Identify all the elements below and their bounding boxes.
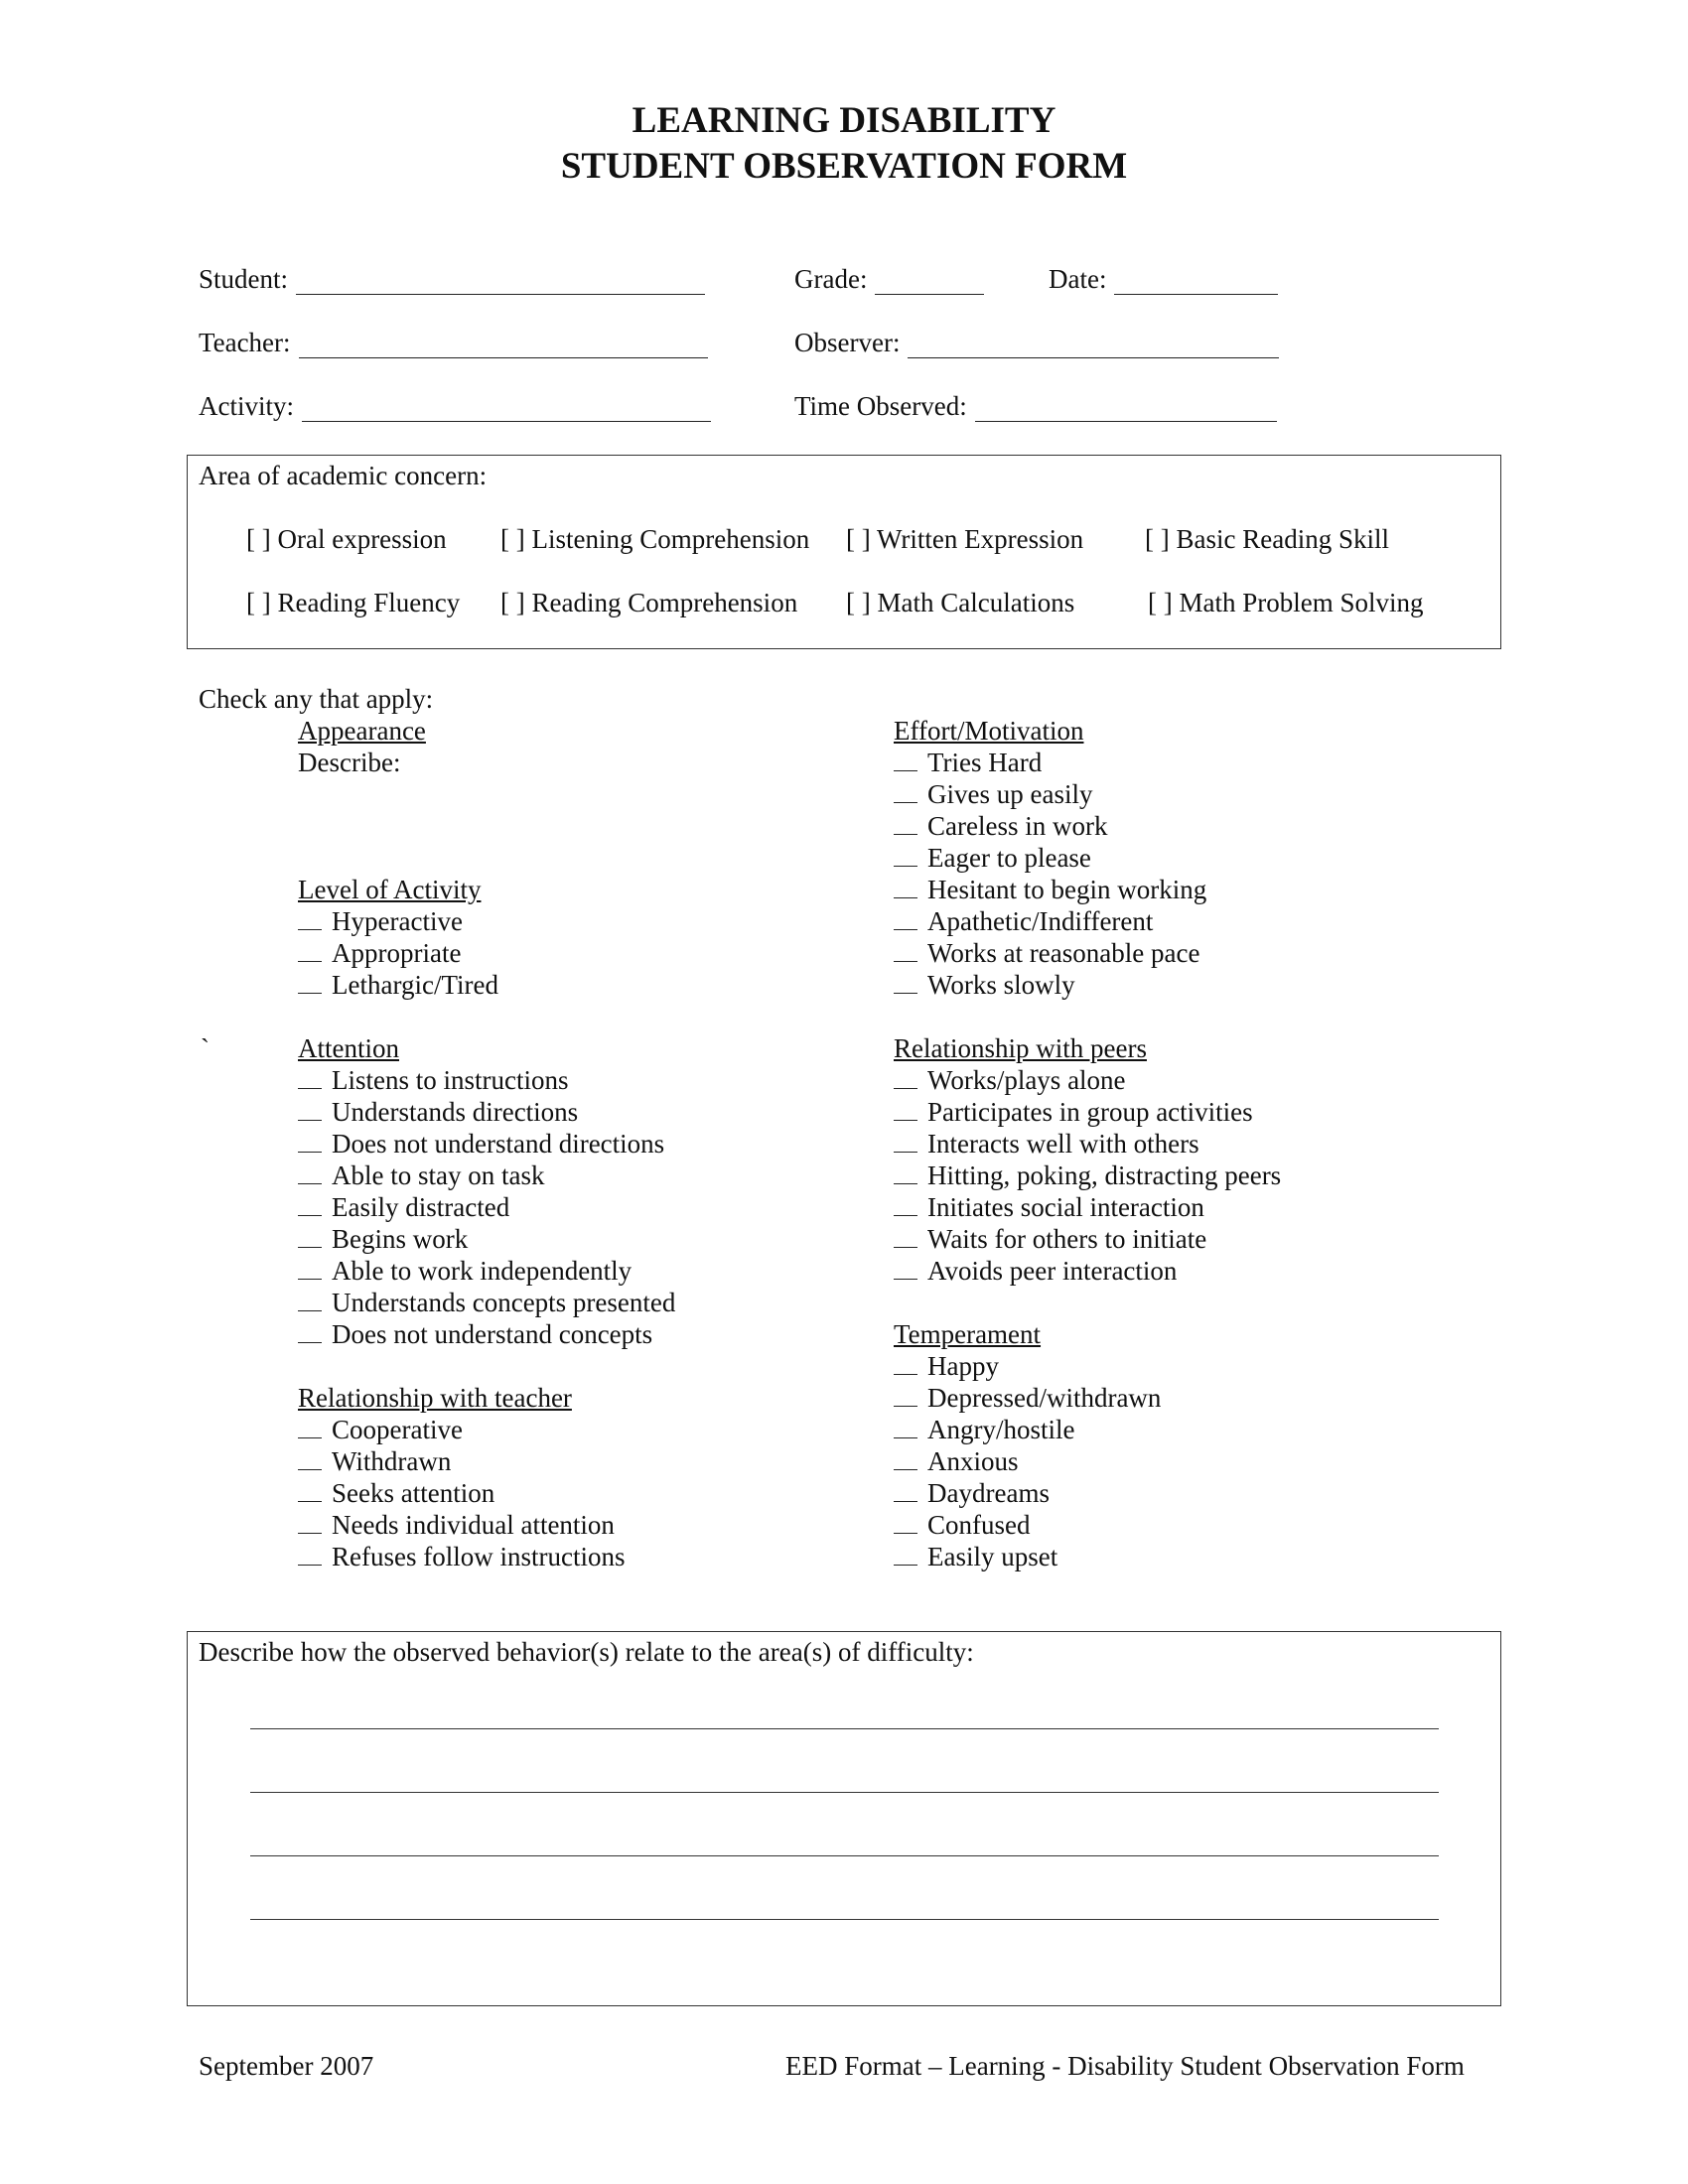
item-label: Seeks attention	[332, 1478, 495, 1508]
checklist-item[interactable]	[894, 747, 1206, 778]
checklist-item[interactable]	[894, 874, 1206, 905]
concern-math-calculations[interactable]: [ ] Math Calculations	[846, 588, 1075, 617]
effort-motivation-list	[894, 747, 1206, 1001]
check-blank[interactable]	[298, 1479, 322, 1502]
item-label: Daydreams	[927, 1478, 1050, 1508]
teacher-label: Teacher:	[199, 328, 291, 357]
check-blank[interactable]	[894, 1543, 917, 1566]
checklist-item[interactable]	[894, 1128, 1281, 1160]
check-blank[interactable]	[894, 1193, 917, 1216]
item-label: Waits for others to initiate	[927, 1224, 1207, 1254]
check-blank[interactable]	[894, 907, 917, 930]
checklist-item[interactable]	[894, 1223, 1281, 1255]
appearance-heading: Appearance	[298, 716, 426, 746]
level-of-activity-heading: Level of Activity	[298, 875, 482, 904]
date-field	[1049, 263, 1278, 295]
check-blank[interactable]	[298, 1225, 322, 1248]
check-blank[interactable]	[894, 939, 917, 962]
concern-listening-comprehension[interactable]: [ ] Listening Comprehension	[500, 524, 810, 554]
date-input-line[interactable]	[1114, 268, 1278, 295]
item-label: Hesitant to begin working	[927, 875, 1207, 904]
checklist-item[interactable]	[894, 1509, 1161, 1541]
teacher-input-line[interactable]	[299, 332, 708, 358]
check-blank[interactable]	[298, 1130, 322, 1153]
checklist-item[interactable]	[298, 1509, 625, 1541]
time-observed-field	[794, 390, 1277, 422]
check-blank[interactable]	[894, 1225, 917, 1248]
checklist-item[interactable]	[298, 1128, 675, 1160]
checklist-item[interactable]	[894, 1064, 1281, 1096]
item-label: Lethargic/Tired	[332, 970, 498, 1000]
checklist-item[interactable]	[894, 1350, 1161, 1382]
checklist-item[interactable]	[894, 778, 1206, 810]
checklist-item[interactable]	[298, 1318, 675, 1350]
check-blank[interactable]	[894, 812, 917, 835]
check-blank[interactable]	[298, 1257, 322, 1280]
academic-concern-label: Area of academic concern:	[199, 461, 488, 490]
check-blank[interactable]	[298, 1066, 322, 1089]
describe-writing-line[interactable]	[250, 1792, 1439, 1793]
checklist-item[interactable]	[298, 1160, 675, 1191]
checklist-item[interactable]	[894, 1382, 1161, 1414]
checklist-item[interactable]	[894, 1255, 1281, 1287]
footer-date: September 2007	[199, 2051, 374, 2081]
describe-box	[187, 1631, 1501, 2006]
check-blank[interactable]	[894, 876, 917, 898]
check-blank[interactable]	[298, 971, 322, 994]
grade-input-line[interactable]	[875, 268, 984, 295]
checklist-item[interactable]	[298, 1414, 625, 1445]
relationship-peers-heading: Relationship with peers	[894, 1033, 1147, 1063]
attention-heading: Attention	[298, 1033, 399, 1063]
form-title-line1: LEARNING DISABILITY	[632, 100, 1056, 141]
checklist-item[interactable]	[894, 1541, 1161, 1572]
checklist-item[interactable]	[894, 1414, 1161, 1445]
observer-label: Observer:	[794, 328, 901, 357]
item-label: Initiates social interaction	[927, 1192, 1204, 1222]
item-label: Participates in group activities	[927, 1097, 1253, 1127]
check-blank[interactable]	[298, 1447, 322, 1470]
item-label: Refuses follow instructions	[332, 1542, 626, 1571]
check-blank[interactable]	[298, 1193, 322, 1216]
check-blank[interactable]	[894, 1447, 917, 1470]
checklist-item[interactable]	[894, 810, 1206, 842]
item-label: Gives up easily	[927, 779, 1093, 809]
item-label: Avoids peer interaction	[927, 1256, 1178, 1286]
item-label: Understands directions	[332, 1097, 579, 1127]
item-label: Works slowly	[927, 970, 1075, 1000]
describe-writing-line[interactable]	[250, 1919, 1439, 1920]
check-blank[interactable]	[894, 1066, 917, 1089]
grade-label: Grade:	[794, 264, 868, 294]
relationship-teacher-heading: Relationship with teacher	[298, 1383, 572, 1413]
check-blank[interactable]	[894, 1257, 917, 1280]
item-label: Careless in work	[927, 811, 1108, 841]
item-label: Confused	[927, 1510, 1031, 1540]
level-of-activity-list	[298, 905, 498, 1001]
item-label: Hyperactive	[332, 906, 463, 936]
item-label: Easily upset	[927, 1542, 1058, 1571]
check-blank[interactable]	[894, 1130, 917, 1153]
checklist-item[interactable]	[298, 1223, 675, 1255]
checklist-item[interactable]	[298, 1477, 625, 1509]
item-label: Works/plays alone	[927, 1065, 1126, 1095]
checklist-item[interactable]	[298, 1287, 675, 1318]
checklist-item[interactable]	[894, 1191, 1281, 1223]
effort-motivation-heading: Effort/Motivation	[894, 716, 1084, 746]
check-blank[interactable]	[894, 971, 917, 994]
check-blank[interactable]	[298, 1543, 322, 1566]
concern-written-expression[interactable]: [ ] Written Expression	[846, 524, 1084, 554]
item-label: Does not understand directions	[332, 1129, 665, 1159]
checklist-item[interactable]	[894, 1445, 1161, 1477]
student-field	[199, 263, 705, 295]
checklist-item[interactable]	[894, 905, 1206, 937]
relationship-teacher-list	[298, 1414, 625, 1572]
date-label: Date:	[1049, 264, 1107, 294]
check-blank[interactable]	[894, 1511, 917, 1534]
check-blank[interactable]	[298, 1289, 322, 1311]
concern-reading-comprehension[interactable]: [ ] Reading Comprehension	[500, 588, 798, 617]
item-label: Begins work	[332, 1224, 469, 1254]
teacher-field	[199, 327, 708, 358]
checklist-intro: Check any that apply:	[199, 684, 434, 714]
checklist-item[interactable]	[298, 1191, 675, 1223]
item-label: Tries Hard	[927, 748, 1043, 777]
attention-list	[298, 1064, 675, 1350]
time-observed-input-line[interactable]	[975, 395, 1277, 422]
observer-field	[794, 327, 1279, 358]
check-blank[interactable]	[894, 1416, 917, 1438]
item-label: Withdrawn	[332, 1446, 452, 1476]
time-observed-label: Time Observed:	[794, 391, 967, 421]
item-label: Cooperative	[332, 1415, 463, 1444]
item-label: Needs individual attention	[332, 1510, 615, 1540]
describe-writing-line[interactable]	[250, 1728, 1439, 1729]
temperament-heading: Temperament	[894, 1319, 1042, 1349]
checklist-item[interactable]	[298, 937, 498, 969]
checklist-item[interactable]	[894, 1477, 1161, 1509]
item-label: Works at reasonable pace	[927, 938, 1200, 968]
item-label: Easily distracted	[332, 1192, 510, 1222]
item-label: Eager to please	[927, 843, 1091, 873]
student-input-line[interactable]	[296, 268, 705, 295]
checklist-item[interactable]	[298, 905, 498, 937]
item-label: Depressed/withdrawn	[927, 1383, 1162, 1413]
concern-math-problem-solving[interactable]: [ ] Math Problem Solving	[1148, 588, 1424, 617]
checklist-item[interactable]	[298, 1064, 675, 1096]
checklist-item[interactable]	[298, 1096, 675, 1128]
grade-field	[794, 263, 984, 295]
appearance-describe-label: Describe:	[298, 748, 401, 777]
check-blank[interactable]	[894, 749, 917, 771]
activity-field	[199, 390, 711, 422]
footer-form-name: EED Format – Learning - Disability Student Observation Form	[785, 2051, 1465, 2081]
concern-reading-fluency[interactable]: [ ] Reading Fluency	[246, 588, 461, 617]
item-label: Interacts well with others	[927, 1129, 1199, 1159]
check-blank[interactable]	[894, 1161, 917, 1184]
concern-basic-reading-skill[interactable]: [ ] Basic Reading Skill	[1145, 524, 1389, 554]
item-label: Listens to instructions	[332, 1065, 569, 1095]
check-blank[interactable]	[298, 939, 322, 962]
check-blank[interactable]	[298, 1511, 322, 1534]
check-blank[interactable]	[298, 1320, 322, 1343]
checklist-item[interactable]	[894, 969, 1206, 1001]
checklist-item[interactable]	[894, 937, 1206, 969]
checklist-item[interactable]	[298, 969, 498, 1001]
check-blank[interactable]	[298, 1161, 322, 1184]
check-blank[interactable]	[894, 1384, 917, 1407]
item-label: Able to work independently	[332, 1256, 633, 1286]
temperament-list	[894, 1350, 1161, 1572]
item-label: Understands concepts presented	[332, 1288, 676, 1317]
checklist-item[interactable]	[894, 842, 1206, 874]
check-blank[interactable]	[894, 1098, 917, 1121]
item-label: Anxious	[927, 1446, 1019, 1476]
item-label: Apathetic/Indifferent	[927, 906, 1154, 936]
check-blank[interactable]	[894, 1479, 917, 1502]
observer-input-line[interactable]	[908, 332, 1279, 358]
checklist-item[interactable]	[298, 1445, 625, 1477]
item-label: Hitting, poking, distracting peers	[927, 1160, 1282, 1190]
check-blank[interactable]	[894, 844, 917, 867]
form-title-line2: STUDENT OBSERVATION FORM	[560, 146, 1128, 187]
describe-writing-line[interactable]	[250, 1855, 1439, 1856]
checklist-item[interactable]	[298, 1255, 675, 1287]
item-label: Able to stay on task	[332, 1160, 545, 1190]
activity-input-line[interactable]	[302, 395, 711, 422]
check-blank[interactable]	[894, 780, 917, 803]
check-blank[interactable]	[298, 907, 322, 930]
checklist-item[interactable]	[894, 1096, 1281, 1128]
relationship-peers-list	[894, 1064, 1281, 1287]
concern-oral-expression[interactable]: [ ] Oral expression	[246, 524, 447, 554]
checklist-item[interactable]	[298, 1541, 625, 1572]
check-blank[interactable]	[894, 1352, 917, 1375]
item-label: Angry/hostile	[927, 1415, 1075, 1444]
stray-mark: `	[201, 1033, 210, 1063]
item-label: Does not understand concepts	[332, 1319, 653, 1349]
item-label: Happy	[927, 1351, 999, 1381]
activity-label: Activity:	[199, 391, 294, 421]
describe-box-label: Describe how the observed behavior(s) relate to the area(s) of difficulty:	[199, 1637, 974, 1667]
checklist-item[interactable]	[894, 1160, 1281, 1191]
item-label: Appropriate	[332, 938, 462, 968]
check-blank[interactable]	[298, 1416, 322, 1438]
student-label: Student:	[199, 264, 289, 294]
check-blank[interactable]	[298, 1098, 322, 1121]
